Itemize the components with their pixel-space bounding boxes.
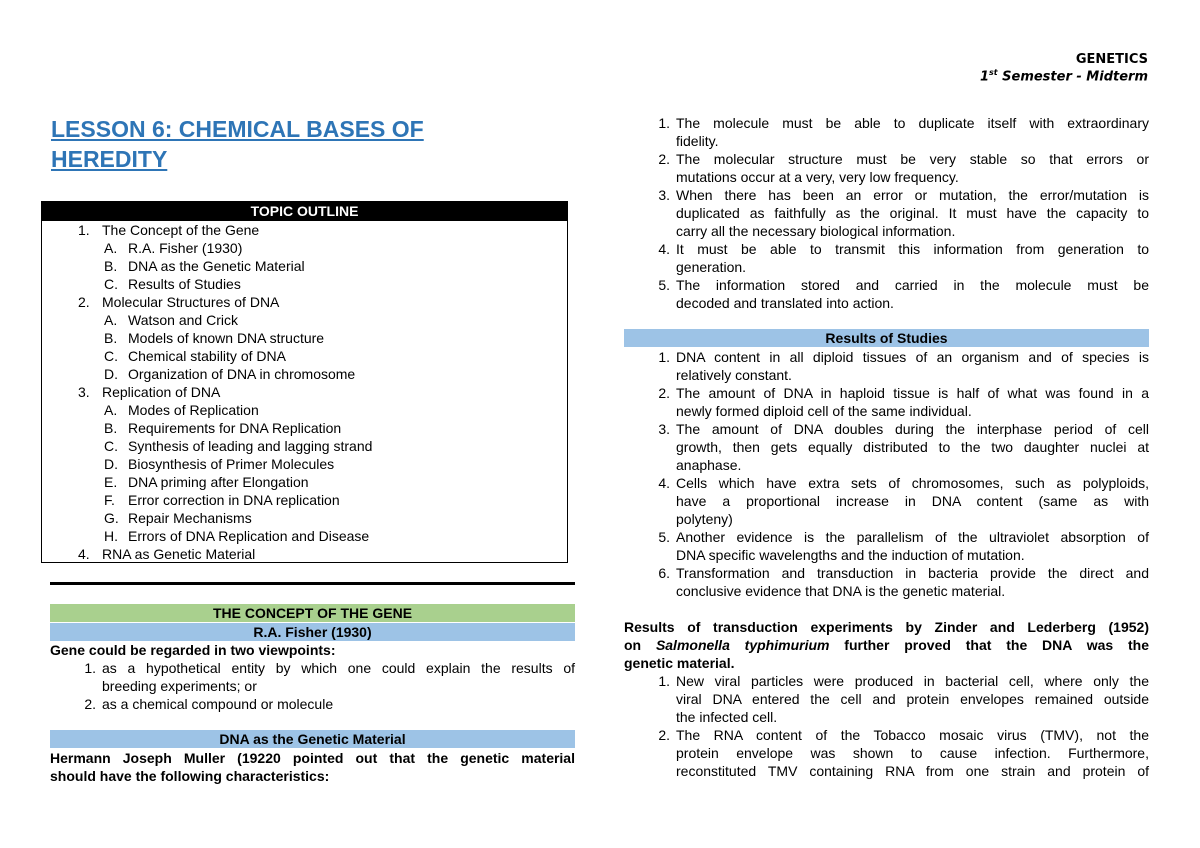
outline-marker: B. xyxy=(104,258,118,274)
list-text: breeding experiments; or xyxy=(102,678,257,694)
outline-item xyxy=(42,365,567,383)
organism-name: Salmonella typhimurium xyxy=(655,637,830,653)
outline-text: Requirements for DNA Replication xyxy=(128,420,342,436)
muller-paragraph xyxy=(50,749,575,785)
outline-item xyxy=(42,347,567,365)
list-item xyxy=(650,276,1149,312)
list-text: reconstituted TMV containing RNA from one strain and protein of xyxy=(676,763,1149,779)
outline-marker: D. xyxy=(104,456,118,472)
list-item xyxy=(650,384,1149,420)
list-text: New viral particles were produced in bacterial cell, where only the xyxy=(676,673,1149,689)
outline-item xyxy=(42,383,567,401)
list-item xyxy=(76,659,575,695)
list-text: relatively constant. xyxy=(676,367,792,383)
results-of-studies-heading: Results of Studies xyxy=(624,329,1149,347)
list-text: polyteny) xyxy=(676,511,733,527)
outline-item xyxy=(42,527,567,545)
muller-line2: should have the following characteristics: xyxy=(50,768,330,784)
list-number: 5. xyxy=(658,277,670,293)
list-text: Another evidence is the parallelism of the ultraviolet absorption of xyxy=(676,529,1149,545)
outline-marker: B. xyxy=(104,330,118,346)
list-text: The amount of DNA doubles during the interphase period of cell xyxy=(676,421,1149,437)
outline-marker: A. xyxy=(104,240,118,256)
page-header xyxy=(980,52,1148,86)
topic-outline-box xyxy=(41,201,568,563)
list-text: mutations occur at a very, very low frequency. xyxy=(676,169,959,185)
list-item xyxy=(650,240,1149,276)
outline-text: RNA as Genetic Material xyxy=(102,546,256,562)
muller-line1: Hermann Joseph Muller (19220 pointed out that the genetic material xyxy=(50,750,575,766)
list-text: newly formed diploid cell of the same individual. xyxy=(676,403,972,419)
outline-text: Models of known DNA structure xyxy=(128,330,325,346)
outline-text: Chemical stability of DNA xyxy=(128,348,286,364)
list-number: 1. xyxy=(84,660,96,676)
viewpoints-intro: Gene could be regarded in two viewpoints: xyxy=(50,642,336,658)
outline-marker: C. xyxy=(104,438,118,454)
viewpoints-list xyxy=(76,659,575,713)
list-text: conclusive evidence that DNA is the genetic material. xyxy=(676,583,1006,599)
lesson-title-line2: HEREDITY xyxy=(51,146,168,172)
list-item xyxy=(650,474,1149,528)
list-number: 1. xyxy=(658,115,670,131)
outline-text: DNA priming after Elongation xyxy=(128,474,309,490)
list-text: DNA specific wavelengths and the induction of mutation. xyxy=(676,547,1025,563)
list-text: The RNA content of the Tobacco mosaic virus (TMV), not the xyxy=(676,727,1149,743)
outline-marker: H. xyxy=(104,528,118,544)
semester-superscript: st xyxy=(989,68,998,78)
list-number: 2. xyxy=(84,696,96,712)
outline-item xyxy=(42,419,567,437)
outline-marker: 2. xyxy=(78,294,90,310)
outline-text: R.A. Fisher (1930) xyxy=(128,240,243,256)
outline-text: Biosynthesis of Primer Molecules xyxy=(128,456,335,472)
list-item xyxy=(650,528,1149,564)
outline-marker: A. xyxy=(104,402,118,418)
outline-text: Organization of DNA in chromosome xyxy=(128,366,356,382)
subject-label: GENETICS xyxy=(1075,52,1148,67)
outline-text: DNA as the Genetic Material xyxy=(128,258,305,274)
list-item xyxy=(650,672,1149,726)
outline-item xyxy=(42,221,567,239)
list-text: generation. xyxy=(676,259,747,275)
list-number: 4. xyxy=(658,241,670,257)
outline-text: Molecular Structures of DNA xyxy=(102,294,280,310)
transduction-line3: genetic material. xyxy=(624,655,735,671)
list-text: Cells which have extra sets of chromosomes, such as polyploids, xyxy=(676,475,1149,491)
transduction-line2 xyxy=(624,636,1149,654)
list-text: The information stored and carried in the molecule must be xyxy=(676,277,1149,293)
outline-marker: C. xyxy=(104,276,118,292)
list-text: as a hypothetical entity by which one could explain the results of xyxy=(102,660,575,676)
list-text: The molecular structure must be very stable so that errors or xyxy=(676,151,1149,167)
list-item xyxy=(650,726,1149,780)
outline-text: Results of Studies xyxy=(128,276,241,292)
outline-item xyxy=(42,257,567,275)
transduction-paragraph xyxy=(624,618,1149,672)
outline-marker: 4. xyxy=(78,546,90,562)
list-text: protein envelope was shown to cause infection. Furthermore, xyxy=(676,745,1149,761)
outline-text: Watson and Crick xyxy=(128,312,238,328)
list-number: 6. xyxy=(658,565,670,581)
outline-text: Modes of Replication xyxy=(128,402,259,418)
outline-item xyxy=(42,545,567,563)
outline-item xyxy=(42,491,567,509)
outline-marker: A. xyxy=(104,312,118,328)
semester-text: Semester - Midterm xyxy=(997,69,1148,85)
outline-text: The Concept of the Gene xyxy=(102,222,260,238)
outline-text: Synthesis of leading and lagging strand xyxy=(128,438,373,454)
results-list xyxy=(650,348,1149,600)
outline-item xyxy=(42,437,567,455)
outline-item xyxy=(42,275,567,293)
outline-item xyxy=(42,329,567,347)
list-text: the infected cell. xyxy=(676,709,778,725)
list-text: When there has been an error or mutation, the error/mutation is xyxy=(676,187,1149,203)
list-text: Transformation and transduction in bacteria provide the direct and xyxy=(676,565,1149,581)
section-divider xyxy=(50,582,575,585)
outline-text: Errors of DNA Replication and Disease xyxy=(128,528,370,544)
topic-outline-list xyxy=(42,221,567,563)
list-text: duplicated as faithfully as the original. It must have the capacity to xyxy=(676,205,1149,221)
semester-label xyxy=(980,68,1148,86)
list-text: It must be able to transmit this information from generation to xyxy=(676,241,1149,257)
list-number: 3. xyxy=(658,187,670,203)
outline-text: Repair Mechanisms xyxy=(128,510,252,526)
outline-marker: E. xyxy=(104,474,118,490)
list-text: carry all the necessary biological information. xyxy=(676,223,956,239)
list-item xyxy=(650,564,1149,600)
topic-outline-heading: TOPIC OUTLINE xyxy=(42,202,567,221)
list-number: 1. xyxy=(658,673,670,689)
list-text: have a proportional increase in DNA content (same as with xyxy=(676,493,1149,509)
transduction-list xyxy=(650,672,1149,780)
list-item xyxy=(650,186,1149,240)
outline-item xyxy=(42,239,567,257)
outline-item xyxy=(42,473,567,491)
list-item xyxy=(650,150,1149,186)
list-text: The molecule must be able to duplicate itself with extraordinary xyxy=(676,115,1149,131)
outline-text: Error correction in DNA replication xyxy=(128,492,340,508)
list-item xyxy=(650,114,1149,150)
outline-text: Replication of DNA xyxy=(102,384,221,400)
outline-marker: 3. xyxy=(78,384,90,400)
outline-marker: G. xyxy=(104,510,119,526)
list-item xyxy=(76,695,575,713)
fisher-heading: R.A. Fisher (1930) xyxy=(50,623,575,641)
list-text: as a chemical compound or molecule xyxy=(102,696,334,712)
outline-marker: D. xyxy=(104,366,118,382)
outline-marker: 1. xyxy=(78,222,90,238)
list-number: 4. xyxy=(658,475,670,491)
list-number: 3. xyxy=(658,421,670,437)
outline-marker: C. xyxy=(104,348,118,364)
lesson-title-line1: LESSON 6: CHEMICAL BASES OF xyxy=(51,116,424,142)
list-number: 1. xyxy=(658,349,670,365)
semester-number: 1 xyxy=(979,69,990,85)
list-text: fidelity. xyxy=(676,133,719,149)
list-number: 5. xyxy=(658,529,670,545)
list-text: growth, then gets equally distributed to the two daughter nuclei at xyxy=(676,439,1149,455)
outline-item xyxy=(42,455,567,473)
outline-item xyxy=(42,311,567,329)
outline-item xyxy=(42,509,567,527)
list-text: viral DNA entered the cell and protein envelopes remained outside xyxy=(676,691,1149,707)
transduction-line1: Results of transduction experiments by Zinder and Lederberg (1952) xyxy=(624,619,1149,635)
list-text: The amount of DNA in haploid tissue is half of what was found in a xyxy=(676,385,1149,401)
list-text: DNA content in all diploid tissues of an organism and of species is xyxy=(676,349,1149,365)
dna-genetic-material-heading: DNA as the Genetic Material xyxy=(50,730,575,748)
list-number: 2. xyxy=(658,727,670,743)
outline-marker: B. xyxy=(104,420,118,436)
outline-item xyxy=(42,401,567,419)
lesson-title xyxy=(51,114,521,174)
list-item xyxy=(650,420,1149,474)
characteristics-list xyxy=(650,114,1149,312)
transduction-text: on xyxy=(624,637,656,653)
list-item xyxy=(650,348,1149,384)
outline-marker: F. xyxy=(104,492,115,508)
list-number: 2. xyxy=(658,151,670,167)
outline-item xyxy=(42,293,567,311)
list-text: decoded and translated into action. xyxy=(676,295,894,311)
concept-gene-heading: THE CONCEPT OF THE GENE xyxy=(50,604,575,622)
transduction-text: further proved that the DNA was the xyxy=(829,637,1149,653)
list-text: anaphase. xyxy=(676,457,742,473)
list-number: 2. xyxy=(658,385,670,401)
